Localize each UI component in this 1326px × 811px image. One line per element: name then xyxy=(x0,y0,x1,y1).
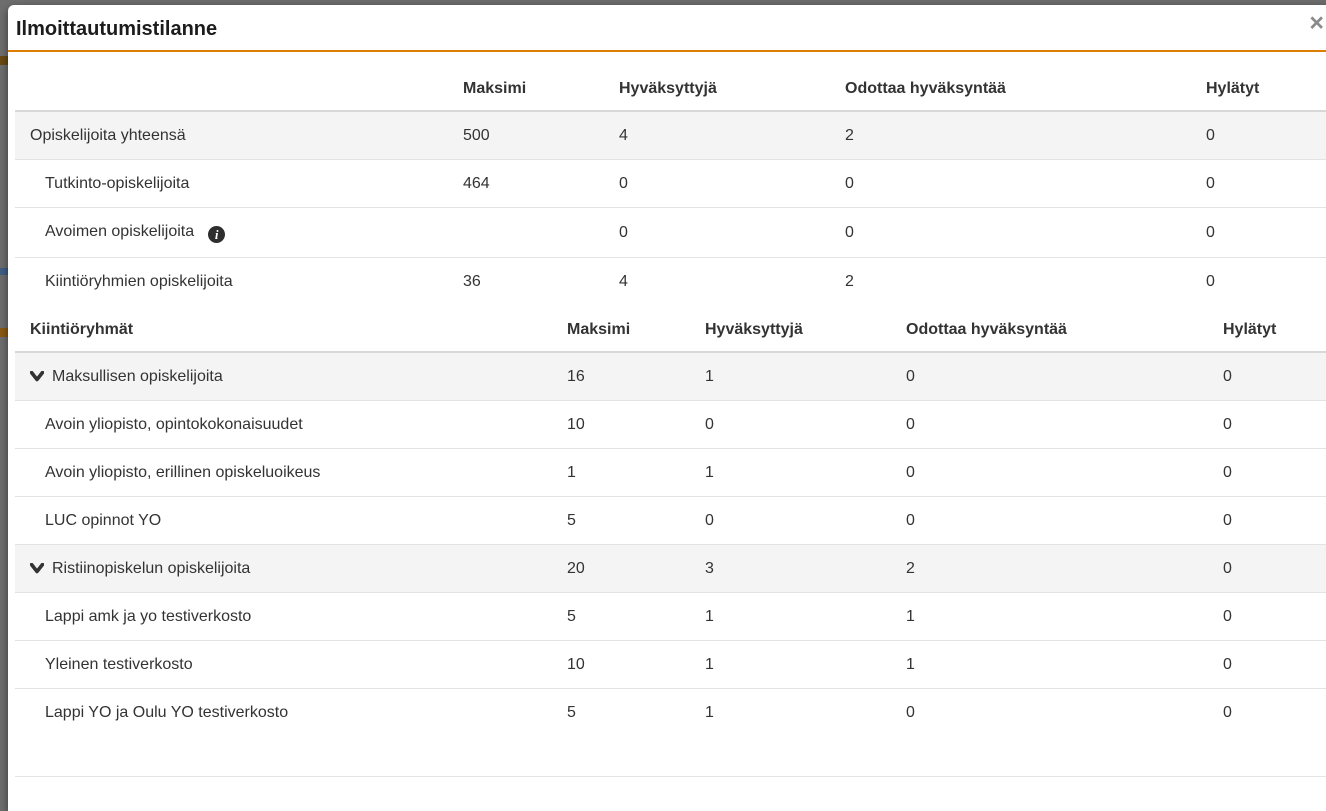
row-label: Lappi amk ja yo testiverkosto xyxy=(15,593,552,641)
cell-maksimi: 5 xyxy=(552,497,690,545)
cell-maksimi: 36 xyxy=(448,258,604,306)
column-header-hylatyt: Hylätyt xyxy=(1208,305,1326,352)
modal-title: Ilmoittautumistilanne xyxy=(16,18,218,40)
row-label: Avoin yliopisto, opintokokonaisuudet xyxy=(15,401,552,449)
column-header-hyvaksyttyja: Hyväksyttyjä xyxy=(690,305,891,352)
column-header-maksimi: Maksimi xyxy=(552,305,690,352)
cell-hylatyt: 0 xyxy=(1191,258,1326,306)
cell-odottaa: 0 xyxy=(830,208,1191,258)
summary-header-row xyxy=(15,64,1326,111)
cell-maksimi: 16 xyxy=(552,352,690,401)
row-label: LUC opinnot YO xyxy=(15,497,552,545)
table-row xyxy=(15,593,1326,641)
column-header-odottaa: Odottaa hyväksyntää xyxy=(891,305,1208,352)
cell-odottaa: 2 xyxy=(830,111,1191,160)
cell-odottaa: 2 xyxy=(891,545,1208,593)
table-row xyxy=(15,208,1326,258)
cell-odottaa: 0 xyxy=(891,497,1208,545)
backdrop-fragment xyxy=(0,56,8,65)
column-header-hyvaksyttyja: Hyväksyttyjä xyxy=(604,64,830,111)
table-row-group[interactable] xyxy=(15,545,1326,593)
cell-maksimi: 10 xyxy=(552,641,690,689)
cell-hyvaksyttyja: 0 xyxy=(604,208,830,258)
cell-hyvaksyttyja: 3 xyxy=(690,545,891,593)
cell-hylatyt: 0 xyxy=(1191,160,1326,208)
cell-hyvaksyttyja: 1 xyxy=(690,593,891,641)
cell-hylatyt: 0 xyxy=(1208,689,1326,737)
summary-table xyxy=(15,64,1326,305)
cell-hylatyt: 0 xyxy=(1208,449,1326,497)
close-icon: × xyxy=(1309,9,1324,37)
cell-maksimi: 5 xyxy=(552,689,690,737)
cell-hylatyt: 0 xyxy=(1191,208,1326,258)
cell-hylatyt: 0 xyxy=(1208,401,1326,449)
modal-footer xyxy=(15,776,1326,807)
cell-hyvaksyttyja: 4 xyxy=(604,111,830,160)
row-label: Ristiinopiskelun opiskelijoita xyxy=(15,545,552,593)
cell-maksimi: 5 xyxy=(552,593,690,641)
table-row xyxy=(15,160,1326,208)
cell-odottaa: 1 xyxy=(891,641,1208,689)
row-label: Avoin yliopisto, erillinen opiskeluoikeus xyxy=(15,449,552,497)
modal-body xyxy=(8,52,1326,807)
cell-hyvaksyttyja: 4 xyxy=(604,258,830,306)
cell-hylatyt: 0 xyxy=(1208,497,1326,545)
row-label: Opiskelijoita yhteensä xyxy=(15,111,448,160)
table-row xyxy=(15,449,1326,497)
cell-maksimi: 1 xyxy=(552,449,690,497)
cell-hyvaksyttyja: 1 xyxy=(690,641,891,689)
cell-hylatyt: 0 xyxy=(1208,593,1326,641)
row-label: Yleinen testiverkosto xyxy=(15,641,552,689)
cell-odottaa: 0 xyxy=(891,401,1208,449)
cell-hyvaksyttyja: 0 xyxy=(690,401,891,449)
column-header-odottaa: Odottaa hyväksyntää xyxy=(830,64,1191,111)
row-label: Kiintiöryhmien opiskelijoita xyxy=(15,258,448,306)
cell-hylatyt: 0 xyxy=(1191,111,1326,160)
info-icon[interactable]: i xyxy=(208,226,225,243)
cell-maksimi: 464 xyxy=(448,160,604,208)
backdrop-fragment xyxy=(0,268,8,275)
table-row xyxy=(15,258,1326,306)
table-row-group[interactable] xyxy=(15,352,1326,401)
table-row xyxy=(15,401,1326,449)
modal-header xyxy=(8,5,1326,52)
cell-maksimi: 500 xyxy=(448,111,604,160)
column-header-hylatyt: Hylätyt xyxy=(1191,64,1326,111)
cell-odottaa: 2 xyxy=(830,258,1191,306)
row-label: Avoimen opiskelijoita i xyxy=(15,208,448,258)
backdrop-fragment xyxy=(0,328,8,337)
cell-hyvaksyttyja: 1 xyxy=(690,449,891,497)
table-row xyxy=(15,689,1326,737)
cell-hylatyt: 0 xyxy=(1208,352,1326,401)
cell-odottaa: 0 xyxy=(891,449,1208,497)
cell-maksimi: 20 xyxy=(552,545,690,593)
cell-odottaa: 1 xyxy=(891,593,1208,641)
cell-hylatyt: 0 xyxy=(1208,641,1326,689)
table-row xyxy=(15,111,1326,160)
cell-hyvaksyttyja: 1 xyxy=(690,689,891,737)
row-label: Lappi YO ja Oulu YO testiverkosto xyxy=(15,689,552,737)
cell-odottaa: 0 xyxy=(891,689,1208,737)
cell-hyvaksyttyja: 0 xyxy=(604,160,830,208)
column-header-kiintioryhmat: Kiintiöryhmät xyxy=(15,305,552,352)
cell-odottaa: 0 xyxy=(891,352,1208,401)
table-row xyxy=(15,641,1326,689)
cell-hyvaksyttyja: 1 xyxy=(690,352,891,401)
close-button[interactable] xyxy=(1309,11,1324,36)
cell-hylatyt: 0 xyxy=(1208,545,1326,593)
row-label: Tutkinto-opiskelijoita xyxy=(15,160,448,208)
registration-status-modal xyxy=(8,5,1326,811)
column-header-maksimi: Maksimi xyxy=(448,64,604,111)
row-label: Maksullisen opiskelijoita xyxy=(15,352,552,401)
cell-maksimi xyxy=(448,208,604,258)
cell-maksimi: 10 xyxy=(552,401,690,449)
cell-hyvaksyttyja: 0 xyxy=(690,497,891,545)
cell-odottaa: 0 xyxy=(830,160,1191,208)
quota-header-row xyxy=(15,305,1326,352)
chevron-down-icon[interactable] xyxy=(30,371,44,382)
chevron-down-icon[interactable] xyxy=(30,563,44,574)
table-row xyxy=(15,497,1326,545)
column-header-blank xyxy=(15,64,448,111)
quota-table xyxy=(15,305,1326,736)
